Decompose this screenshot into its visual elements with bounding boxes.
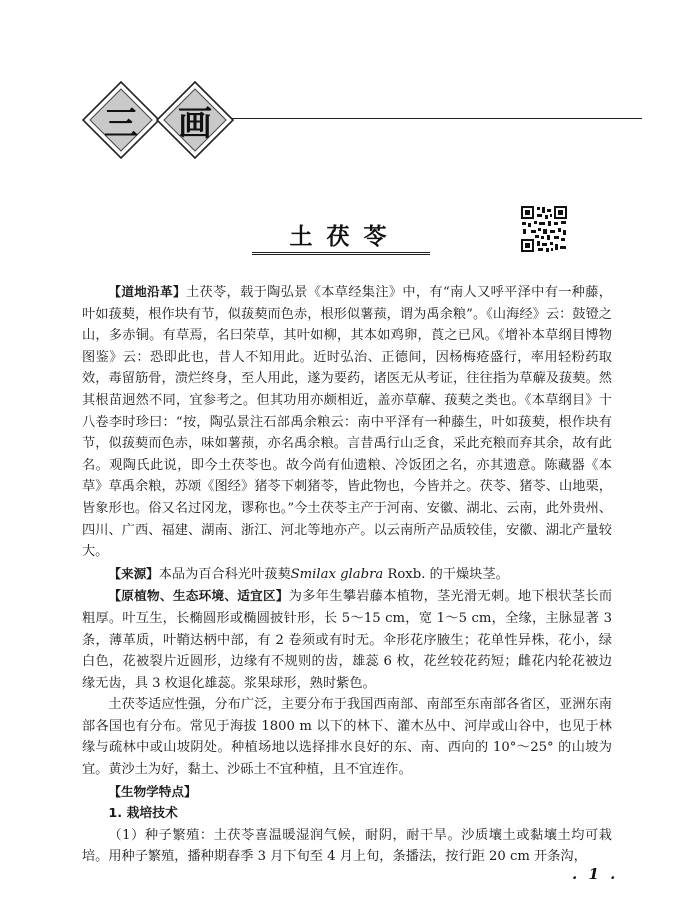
chapter-char-2: 画 <box>178 103 212 144</box>
chapter-rule <box>232 118 642 119</box>
page-number: . 1 . <box>572 865 619 883</box>
paragraph-source <box>82 563 612 586</box>
paragraph-origin <box>82 281 612 563</box>
section-tag-biology: 【生物学特点】 <box>108 783 197 799</box>
paragraph-cultivation-heading <box>82 803 612 825</box>
paragraph-distribution: 土茯苓适应性强，分布广泛，主要分布于我国西南部、南部至东南部各省区，亚洲东南部各国也有分布。常见于海拔 1800 m 以下的林下、灌木丛中、河岸或山谷中，也见于林缘与疏林中或山坡阴处。种植场地以选择排水良好的东、南、西向的 10°～25° 的山坡为宜。黄沙土为好，黏土、沙砾土不宜种植，且不宜连作。 <box>82 697 612 778</box>
section-tag-plant: 【原植物、生态环境、适宜区】 <box>108 588 289 604</box>
source-text-pre: 本品为百合科光叶菝葜 <box>158 566 291 582</box>
qr-code-icon[interactable] <box>520 205 568 253</box>
source-latin-name: Smilax glabra <box>290 566 384 582</box>
title-underline <box>252 252 430 255</box>
section-tag-origin: 【道地沿革】 <box>108 284 186 299</box>
article-body <box>82 281 612 868</box>
chapter-diamond-2 <box>156 81 234 159</box>
page-title: 土茯苓 <box>289 223 401 250</box>
paragraph-seed-propagation: （1）种子繁殖：土茯苓喜温暖湿润气候，耐阴，耐干旱。沙质壤土或黏壤土均可栽培。用种子繁殖，播种期春季 3 月下旬至 4 月上旬，条播法，按行距 20 cm 开条沟， <box>82 827 612 865</box>
paragraph-plant <box>82 585 612 694</box>
chapter-diamond-1 <box>82 81 160 159</box>
cultivation-heading: 1. 栽培技术 <box>108 806 178 822</box>
plant-text: 为多年生攀岩藤本植物，茎光滑无刺。地下根状茎长而粗厚。叶互生，长椭圆形或椭圆披针形，长 5～15 cm，宽 1～5 cm，全缘，主脉显著 3 条，薄革质，叶鞘达柄中部，有 2 卷须或有时无。伞形花序腋生；花单性异株，花小，绿白色，花被裂片近圆形，边缘有不规则的齿，雄蕊 6 枚，花丝较花药短；雌花内轮花被边缘无齿，具 3 枚退化雄蕊。浆果球形，熟时紫色。 <box>82 589 613 691</box>
chapter-char-1: 三 <box>104 103 138 144</box>
section-tag-source: 【来源】 <box>108 565 159 581</box>
paragraph-biology-heading <box>82 781 612 804</box>
origin-text: 土茯苓，载于陶弘景《本草经集注》中，有“南人又呼平泽中有一种藤，叶如菝葜，根作块有节，似菝葜而色赤，根形似薯蓣，谓为禹余粮”。《山海经》云：鼓镫之山，多赤铜。有草焉，名曰荣草，其叶如柳，其本如鸡卵，莨之已风。《增补本草纲目博物图鉴》云：恐即此也，昔人不知用此。近时弘治、正德间，因杨梅疮盛行，率用轻粉药取效，毒留筋骨，溃烂终身，至人用此，遂为要药，诸医无从考证，往往指为草薢及菝葜。然其根苗迥然不同，宜参考之。但其功用亦颇相近，盖亦草薢、菝葜之类也。《本草纲目》十八卷李时珍曰：“按，陶弘景注石部禹余粮云：南中平泽有一种藤生，叶如菝葜，根作块有节，似菝葜而色赤，味如薯蓣，亦名禹余粮。言昔禹行山乏食，采此充粮而弃其余，故有此名。观陶氏此说，即今土茯苓也。故今尚有仙遗粮、冷饭团之名，亦其遗意。陈藏器《本草》草禹余粮，苏颂《图经》猪苓下刺猪苓，皆此物也，今皆并之。茯苓、猪苓、山地栗，皆象形也。俗又名过冈龙，谬称也。”今土茯苓主产于河南、安徽、湖北、云南，此外贵州、四川、广西、福建、湖南、浙江、河北等地亦产。以云南所产品质较佳，安徽、湖北产量较大。 <box>82 285 612 560</box>
source-text-post: Roxb. 的干燥块茎。 <box>383 566 509 582</box>
chapter-header <box>82 80 642 160</box>
